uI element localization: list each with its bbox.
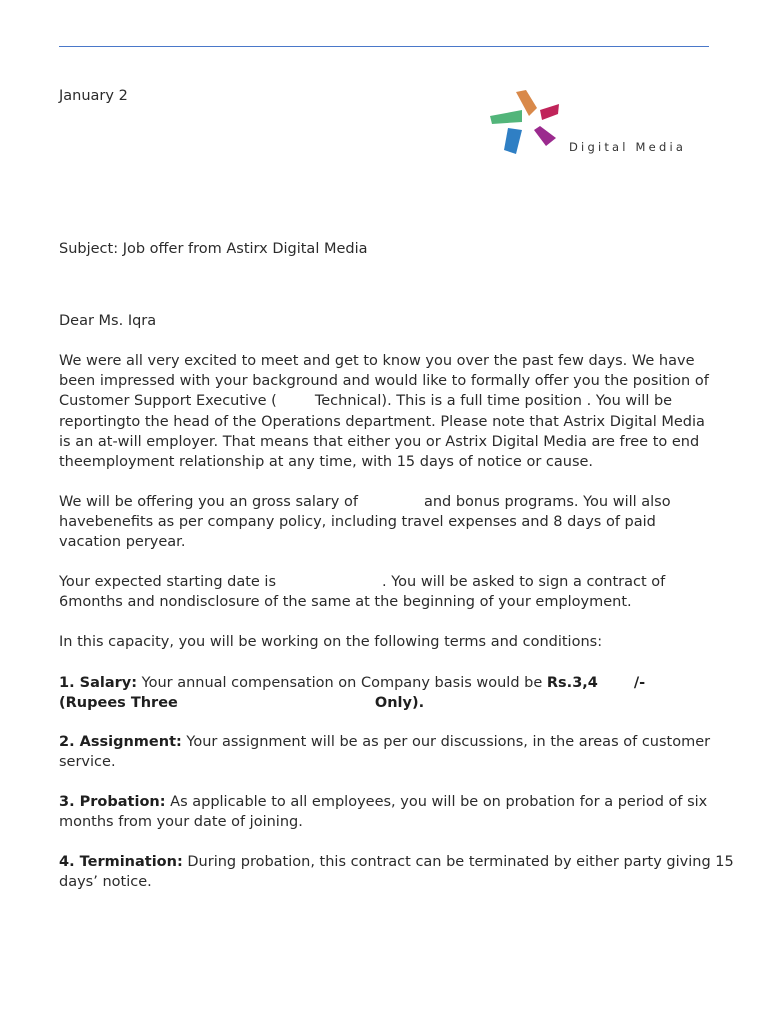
text-line: months from your date of joining.	[59, 814, 303, 831]
term-label: 2. Assignment:	[59, 734, 182, 750]
salary-amount: Rs.3,4	[546, 675, 598, 691]
text-line	[59, 673, 711, 693]
paragraph-start-date	[59, 572, 711, 612]
text-fragment: Customer Support Executive (	[59, 393, 277, 410]
text-line: We were all very excited to meet and get to know you over the past few days. We have	[59, 353, 695, 369]
text-line: havebenefits as per company policy, including travel expenses and 8 days of paid	[59, 514, 656, 531]
text-fragment: Technical). This is a full time position . You will be	[314, 393, 673, 410]
term-text: Your annual compensation on Company basis would be	[141, 675, 543, 691]
subject-line: Subject: Job offer from Astirx Digital Media	[59, 241, 368, 257]
text-fragment: . You will be asked to sign a contract of	[382, 574, 666, 590]
term-assignment	[59, 732, 711, 772]
salary-suffix: /-	[633, 675, 646, 691]
text-fragment: and bonus programs. You will also	[423, 494, 671, 510]
paragraph-salary	[59, 492, 711, 553]
rupees-label: (Rupees Three	[59, 695, 178, 712]
text-line: days’ notice.	[59, 874, 152, 891]
term-salary	[59, 673, 711, 713]
text-line	[59, 732, 711, 752]
text-line: 6months and nondisclosure of the same at the beginning of your employment.	[59, 594, 632, 611]
paragraph-offer	[59, 351, 711, 472]
term-text: As applicable to all employees, you will be on probation for a period of six	[170, 794, 708, 810]
text-line	[59, 852, 734, 872]
text-line: is an at-will employer. That means that either you or Astrix Digital Media are free to end	[59, 433, 700, 450]
text-line: reportingto the head of the Operations department. Please note that Astrix Digital Media	[59, 413, 705, 430]
paragraph-terms-intro: In this capacity, you will be working on the following terms and conditions:	[59, 634, 603, 650]
text-line	[59, 792, 711, 812]
term-termination	[59, 852, 734, 892]
letter-date: January 2	[59, 88, 128, 104]
term-text: During probation, this contract can be terminated by either party giving 15	[187, 854, 734, 870]
logo-wordmark: Digital Media	[569, 140, 687, 154]
term-label: 1. Salary:	[59, 675, 138, 691]
text-line	[59, 391, 711, 411]
text-line: vacation peryear.	[59, 534, 186, 551]
term-probation	[59, 792, 711, 832]
term-text: Your assignment will be as per our discussions, in the areas of customer	[186, 734, 711, 750]
term-label: 3. Probation:	[59, 794, 166, 810]
text-fragment: Your expected starting date is	[59, 574, 277, 590]
term-label: 4. Termination:	[59, 854, 183, 870]
text-line	[59, 572, 711, 592]
greeting: Dear Ms. Iqra	[59, 313, 157, 329]
text-line: been impressed with your background and would like to formally offer you the position of	[59, 373, 709, 390]
text-line	[59, 492, 711, 512]
rupees-end: Only).	[374, 695, 425, 712]
text-line	[59, 693, 711, 713]
text-fragment: We will be offering you an gross salary of	[59, 494, 358, 510]
text-line: service.	[59, 754, 116, 771]
text-line: theemployment relationship at any time, with 15 days of notice or cause.	[59, 454, 594, 471]
header-rule	[59, 46, 709, 47]
